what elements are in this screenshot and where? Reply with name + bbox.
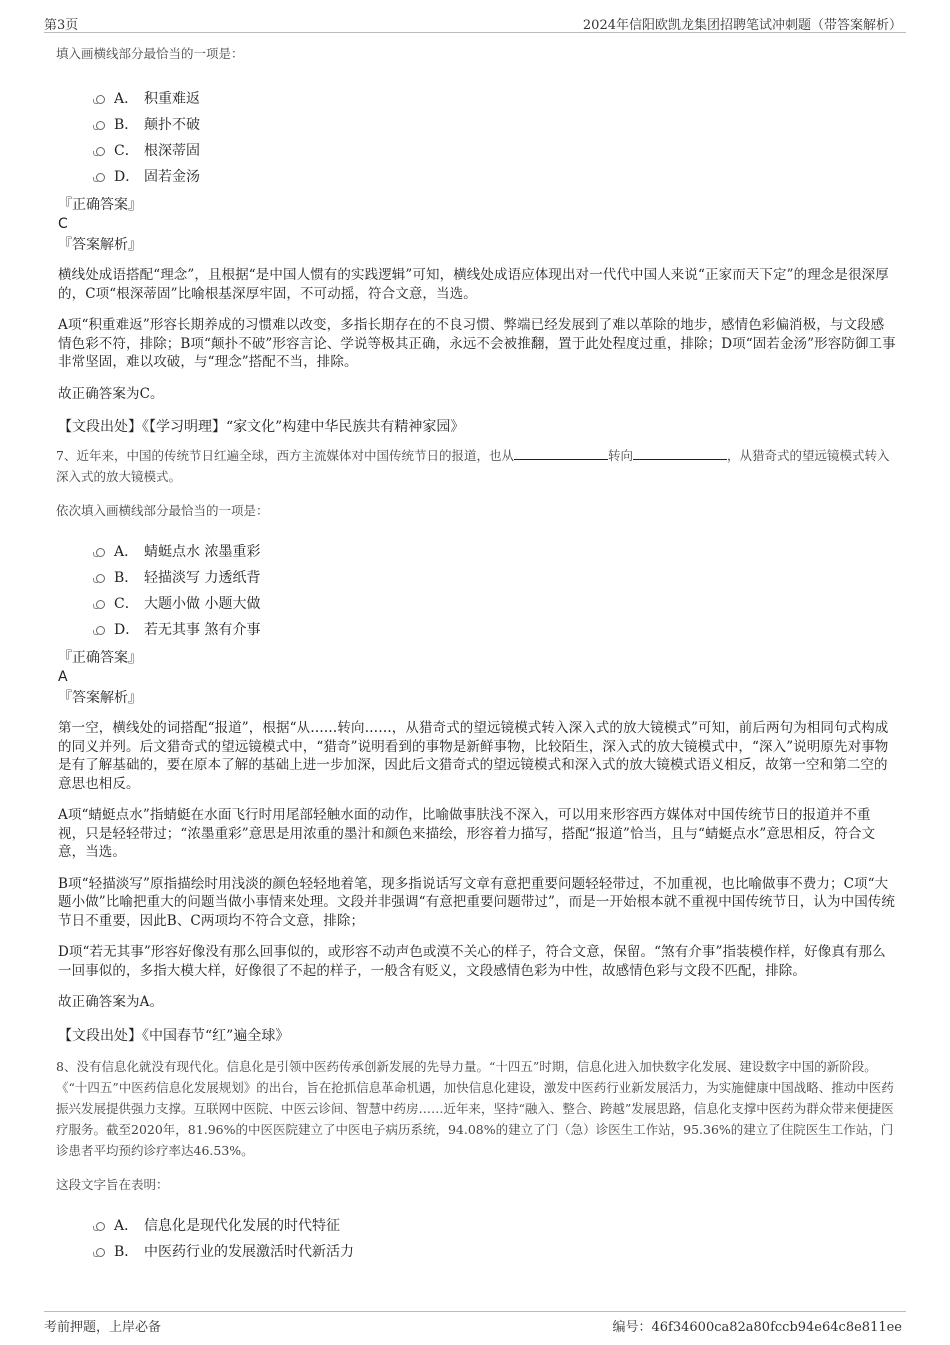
q7-blank-1 <box>514 446 608 460</box>
q7-option-c[interactable]: C． 大题小做 小题大做 <box>96 591 896 617</box>
q6-answer: C <box>58 216 68 232</box>
radio-icon[interactable] <box>96 600 105 609</box>
q8-prompt: 这段文字旨在表明： <box>56 1176 169 1192</box>
page-header <box>44 12 906 33</box>
q6-options <box>56 86 896 190</box>
q6-analysis-2: A项“积重难返”形容长期养成的习惯难以改变，多指长期存在的不良习惯、弊端已经发展到了难以革除的地步，感情色彩偏消极，与文段感情色彩不符，排除；B项“颠扑不破”形容言论、学说等极其正确，永远不会被推翻，置于此处程度过重，排除；D项“固若金汤”形容防御工事非常坚固，难以攻破，与“理念”搭配不当，排除。 <box>58 317 896 370</box>
document-id: 编号：46f34600ca82a80fccb94e64c8e811ee <box>612 1320 902 1335</box>
q7-analysis-1: 第一空，横线处的词搭配“报道”，根据“从……转向……，从猎奇式的望远镜模式转入深入式的放大镜模式”可知，前后两句为相同句式构成的同义并列。后文猎奇式的望远镜模式中，“猎奇”说明看到的事物是新鲜事物，比较陌生，深入式的放大镜模式中，“深入”说明原先对事物是有了解基础的，要在原本了解的基础上进一步加深，因此后文猎奇式的望远镜模式和深入式的放大镜模式语义相反，故第一空和第二空的意思也相反。 <box>58 720 889 792</box>
footer-slogan: 考前押题，上岸必备 <box>44 1320 162 1335</box>
q7-answer: A <box>58 669 68 685</box>
radio-icon[interactable] <box>96 548 105 557</box>
q7-analysis-5: 故正确答案为A。 <box>58 994 164 1010</box>
q7-question: 7、近年来，中国的传统节日红遍全球，西方主流媒体对中国传统节日的报道，也从 转向 ，从猎奇式的望远镜模式转入深入式的放大镜模式。 <box>56 448 890 484</box>
q6-source: 【文段出处】《【学习明理】“家文化”构建中华民族共有精神家园》 <box>58 419 465 435</box>
q6-option-c[interactable]: C． 根深蒂固 <box>96 138 896 164</box>
q6-option-a[interactable]: A． 积重难返 <box>96 86 896 112</box>
q7-analysis-label: 『答案解析』 <box>58 690 142 706</box>
q7-source: 【文段出处】《中国春节“红”遍全球》 <box>58 1027 290 1044</box>
q7-answer-label: 『正确答案』 <box>58 650 142 666</box>
radio-icon[interactable] <box>96 1248 105 1257</box>
page-footer <box>44 1311 906 1335</box>
q7-options <box>56 539 896 643</box>
radio-icon[interactable] <box>96 121 105 130</box>
q6-option-d[interactable]: D． 固若金汤 <box>96 164 896 190</box>
radio-icon[interactable] <box>96 95 105 104</box>
q7-option-d[interactable]: D． 若无其事 煞有介事 <box>96 617 896 643</box>
q8-options <box>56 1213 896 1265</box>
radio-icon[interactable] <box>96 147 105 156</box>
radio-icon[interactable] <box>96 626 105 635</box>
q6-option-b[interactable]: B． 颠扑不破 <box>96 112 896 138</box>
radio-icon[interactable] <box>96 173 105 182</box>
document-body <box>56 44 896 1265</box>
q7-analysis-2: A项“蜻蜓点水”指蜻蜓在水面飞行时用尾部轻触水面的动作，比喻做事肤浅不深入，可以用来形容西方媒体对中国传统节日的报道并不重视，只是轻轻带过；“浓墨重彩”意思是用浓重的墨汁和颜色来描绘，形容着力描写，搭配“报道”恰当，且与“蜻蜓点水”意思相反，符合文意，当选。 <box>58 807 876 860</box>
q8-question: 8、没有信息化就没有现代化。信息化是引领中医药传承创新发展的先导力量。“十四五”时期，信息化进入加快数字化发展、建设数字中国的新阶段。《“十四五”中医药信息化发展规划》的出台，旨在抢抓信息革命机遇，加快信息化建设，激发中医药行业新发展活力，为实施健康中国战略、推动中医药振兴发展提供强力支撑。互联网中医院、中医云诊间、智慧中药房……近年来，坚持“融入、整合、跨越”发展思路，信息化支撑中医药为群众带来便捷医疗服务。截至2020年，81.96%的中医医院建立了中医电子病历系统，94.08%的建立了门（急）诊医生工作站，95.36%的建立了住院医生工作站，门诊患者平均预约诊疗率达46.53%。 <box>56 1058 894 1158</box>
q8-option-a[interactable]: A． 信息化是现代化发展的时代特征 <box>96 1213 896 1239</box>
q6-analysis-1: 横线处成语搭配“理念”，且根据“是中国人惯有的实践逻辑”可知，横线处成语应体现出对一代代中国人来说“正家而天下定”的理念是很深厚的，C项“根深蒂固”比喻根基深厚牢固，不可动摇，符合文意，当选。 <box>58 267 889 302</box>
q8-option-b[interactable]: B． 中医药行业的发展激活时代新活力 <box>96 1239 896 1265</box>
q7-prompt: 依次填入画横线部分最恰当的一项是： <box>56 503 269 518</box>
page-number: 第3页 <box>44 18 79 33</box>
q6-analysis-3: 故正确答案为C。 <box>58 385 164 402</box>
q6-prompt: 填入画横线部分最恰当的一项是： <box>56 46 244 61</box>
radio-icon[interactable] <box>96 1222 105 1231</box>
q7-analysis-4: D项“若无其事”形容好像没有那么回事似的，或形容不动声色或漠不关心的样子，符合文意，保留。“煞有介事”指装模作样，好像真有那么一回事似的，多指大模大样，好像很了不起的样子，一般含有贬义，文段感情色彩为中性，故感情色彩与文段不匹配，排除。 <box>58 944 886 979</box>
q6-answer-label: 『正确答案』 <box>58 197 142 213</box>
q6-analysis-label: 『答案解析』 <box>58 237 142 253</box>
document-title: 2024年信阳欧凯龙集团招聘笔试冲刺题（带答案解析） <box>582 18 902 33</box>
q7-blank-2 <box>633 446 727 460</box>
radio-icon[interactable] <box>96 574 105 583</box>
q7-option-b[interactable]: B． 轻描淡写 力透纸背 <box>96 565 896 591</box>
q7-option-a[interactable]: A． 蜻蜓点水 浓墨重彩 <box>96 539 896 565</box>
q7-analysis-3: B项“轻描淡写”原指描绘时用浅淡的颜色轻轻地着笔，现多指说话写文章有意把重要问题轻轻带过，不加重视，也比喻做事不费力；C项“大题小做”比喻把重大的问题当做小事情来处理。文段并非强调“有意把重要问题带过”，而是一开始根本就不重视中国传统节日，认为中国传统节日不重要，因此B、C两项均不符合文意，排除； <box>58 875 896 929</box>
